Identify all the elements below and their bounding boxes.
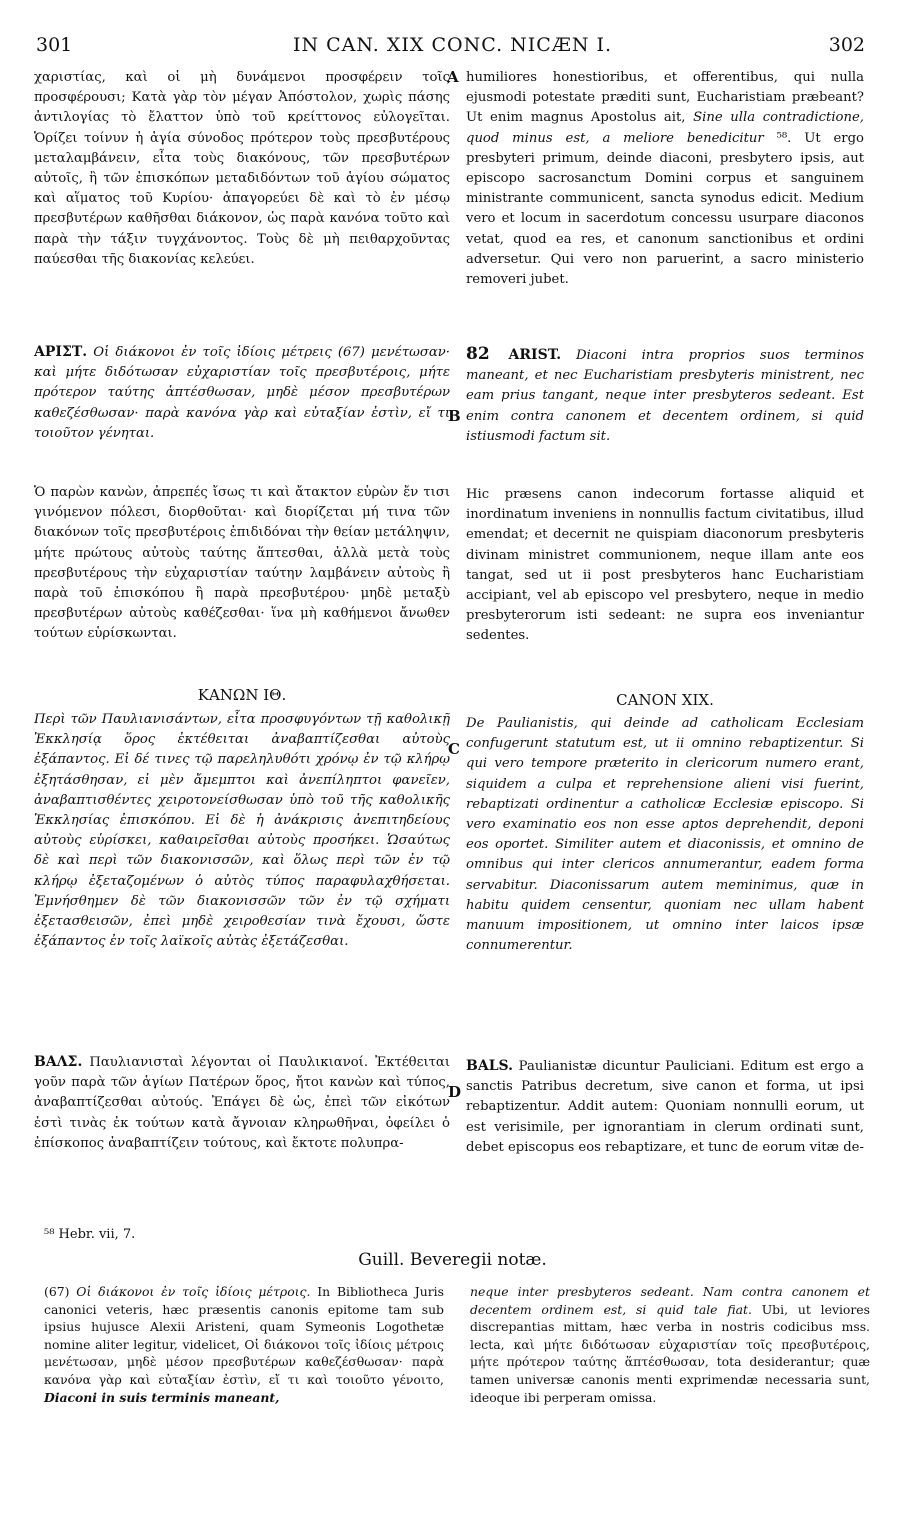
- greek-aristenus-commentary: Ὁ παρὼν κανὼν, ἀπρεπές ἴσως τι καὶ ἄτακτον εὑρὼν ἔν τισι γινόμενον πόλεσι, διορθοῦται· καὶ διορίζεται μή τινα τῶν διακόνων τοῖς πρεσβυτέροις ἐπιδιδόναι τὴν θείαν μετάληψιν, μήτε πρώτους αὐτοὺς ταύτης ἅπτεσθαι, ἀλλὰ μετὰ τοὺς πρεσβυτέρους τὴν εὐχαριστίαν ταύτην λαμβάνειν αὐτοὺς ἢ παρὰ τοῦ ἐπισκόπου ἢ παρὰ πρεσβυτέρου· μηδὲ μεταξὺ πρεσβυτέρων αὐτοὺς καθέζεσθαι· ἵνα μὴ καθήμενοι ἄνωθεν τούτων εὑρίσκωνται.: [34, 485, 450, 642]
- greek-commentary-paragraph: χαριστίας, καὶ οἱ μὴ δυνάμενοι προσφέρειν τοῖς προσφέρουσι; Κατὰ γὰρ τὸν μέγαν Ἀπόστολον, χωρὶς πάσης ἀντιλογίας τὸ ἔλαττον ὑπὸ τοῦ κρείττονος εὐλογεῖται. Ὁρίζει τοίνυν ἡ ἁγία σύνοδος πρότερον τοὺς πρεσβυτέρους μεταλαμβάνειν, εἶτα τοὺς διακόνους, τῶν πρεσβυτέρων αὐτοῖς, ἢ τῶν ἐπισκόπων μεταδιδόντων τοῦ ἁγίου σώματος καὶ αἵματος τοῦ Κυρίου· ἀπαγορεύει δὲ καὶ τὸ ἐν μέσῳ πρεσβυτέρων καθῆσθαι διάκονον, ὡς παρὰ κανόνα τοῦτο καὶ παρὰ τὴν τάξιν τυγχάνοντος. Τοὺς δὲ μὴ πειθαρχοῦντας παύεσθαι τῆς διακονίας κελεύει.: [34, 70, 450, 267]
- latin-aristenus-epitome: [466, 344, 864, 447]
- greek-aristenus-epitome: [34, 342, 450, 444]
- greek-canon-text: Περὶ τῶν Παυλιανισάντων, εἶτα προσφυγόντων τῇ καθολικῇ Ἐκκλησίᾳ ὅρος ἐκτέθειται ἀναβαπτίζεσθαι αὐτοὺς ἐξάπαντος. Εἰ δέ τινες τῷ παρεληλυθότι χρόνῳ ἐν τῷ κλήρῳ ἐξητάσθησαν, εἰ μὲν ἄμεμπτοι καὶ ἀνεπίληπτοι φανεῖεν, ἀναβαπτισθέντες χειροτονείσθωσαν ὑπὸ τοῦ τῆς καθολικῆς Ἐκκλησίας ἐπισκόπου. Εἰ δὲ ἡ ἀνάκρισις ἀνεπιτηδείους αὐτοὺς εὑρίσκει, καθαιρεῖσθαι αὐτοὺς προσήκει. Ὡσαύτως δὲ καὶ περὶ τῶν διακονισσῶν, καὶ ὅλως περὶ τῶν ἐν τῷ κλήρῳ ἐξεταζομένων ὁ αὐτὸς τύπος παραφυλαχθήσεται. Ἐμνήσθημεν δὲ τῶν διακονισσῶν τῶν ἐν τῷ σχήματι ἐξετασθεισῶν, ἐπεὶ μηδὲ χειροθεσίαν τινὰ ἔχουσι, ὥστε ἐξάπαντος ἐν τοῖς λαϊκοῖς αὐτὰς ἐξετάζεσθαι.: [34, 712, 450, 950]
- latin-canon-text: De Paulianistis, qui deinde ad catholicam Ecclesiam confugerunt statutum est, ut ii omnino rebaptizentur. Si qui vero tempore præterito in clericorum numero erant, siquidem a culpa et reprehensione alieni visi fuerint, rebaptizati ordinentur a catholicæ Ecclesiæ episcopo. Si vero examinatio eos non esse aptos deprehendit, deponi eos oportet. Similiter autem et diaconissis, et omnino de omnibus qui inter clericos annumerantur, eadem forma servabitur. Diaconissarum autem meminimus, quæ in habitu quidem censentur, quoniam nec ullam habent manuum impositionem, ut omnino inter laicos ipsæ connumerentur.: [466, 716, 864, 954]
- note-lemma: Οἱ διάκονοι ἐν τοῖς ἰδίοις μέτροις.: [76, 1284, 311, 1299]
- margin-letter-c: C: [448, 740, 460, 758]
- latin-balsamon-text: Paulianistæ dicuntur Pauliciani. Editum est ergo a sanctis Patribus decretum, sive canon et forma, ut ipsi rebaptizentur. Addit autem: Quoniam nonnulli eorum, ut est verisimile, per ignorantiam in clerum ordinati sunt, debet episcopus eos rebaptizare, et tunc de eorum vitæ de-: [466, 1059, 864, 1155]
- greek-balsamon-commentary: [34, 1052, 450, 1154]
- margin-letter-a: A: [447, 68, 459, 86]
- latin-aristenus-text: Diaconi intra proprios suos terminos maneant, et nec Eucharistiam presbyteris ministrent, nec eam prius tangant, neque inter presbyteros sedeant. Est enim contra canonem et decentem ordinem, si quid istiusmodi factum sit.: [466, 348, 864, 444]
- greek-balsamon-label: ΒΑΛΣ.: [34, 1054, 83, 1070]
- margin-letter-d: D: [448, 1083, 462, 1101]
- latin-commentary-part-2: ⁵⁸. Ut ergo presbyteri primum, deinde diaconi, presbytero ipsis, aut episcopo sacrosanctum Domini corpus et sanguinem ministrante communicent, sancta synodus edicit. Medium vero et locum in sacerdotum concessu usurpare diaconos vetat, quod ea res, et canonum sanctionibus et ordini adversetur. Qui vero non paruerint, a sacro ministerio removeri jubet.: [466, 130, 864, 288]
- page-number-left: 301: [36, 34, 73, 56]
- greek-balsamon-text: Παυλιανισταὶ λέγονται οἱ Παυλικιανοί. Ἐκτέθειται γοῦν παρὰ τῶν ἁγίων Πατέρων ὅρος, ἤτοι κανὼν καὶ τύπος, ἀναβαπτίζεσθαι αὐτούς. Ἐπάγει δὲ ὡς, ἐπεὶ τῶν εἰκότων ἐστὶ τινὰς ἐκ τούτων κατὰ ἄγνοιαν κληρωθῆναι, ὀφείλει ὁ ἐπίσκοπος ἀναβαπτίζειν τούτους, καὶ ἔκτοτε πολυπρα-: [34, 1055, 450, 1151]
- greek-aristenus-label: ΑΡΙΣΤ.: [34, 344, 88, 360]
- running-title: IN CAN. XIX CONC. NICÆN I.: [292, 34, 613, 56]
- note-text-left: In Bibliotheca Juris canonici veteris, hæc præsentis canonis epitome tam sub ipsius hujusce Alexii Aristeni, quam Symeonis Logothetæ nomine aliter legitur, videlicet, Οἱ διάκονοι τοῖς ἰδίοις μέτροις μενέτωσαν, μηδὲ μέσον πρεσβυτέρων καθεζέσθωσαν· παρὰ κανόνα γὰρ καὶ εὐταξίαν ἐστὶν, εἴ τι καὶ τοιοῦτο γένοιτο,: [44, 1284, 444, 1387]
- notes-right-column: [470, 1283, 870, 1406]
- page-number-right: 302: [828, 34, 865, 56]
- greek-aristenus-text: Οἱ διάκονοι ἐν τοῖς ἰδίοις μέτρεις (67) μενέτωσαν· καὶ μήτε διδότωσαν εὐχαριστίαν τοῖς πρεσβυτέροις, μήτε πρότερον ταύτης ἁπτέσθωσαν, μηδὲ μέσον πρεσβυτέρων καθεζέσθωσαν· παρὰ κανόνα γὰρ καὶ εὐταξίαν ἐστὶν, εἴ τι τοιοῦτον γένηται.: [34, 345, 450, 441]
- latin-canon-title: CANON XIX.: [616, 691, 714, 709]
- notes-left-column: [44, 1283, 444, 1406]
- note-text-right: Ubi, ut leviores discrepantias mittam, hæc verba in nostris codicibus mss. lecta, καὶ μήτε διδότωσαν εὐχαριστίαν τοῖς πρεσβυτέροις, μήτε πρότερον ταύτης ἅπτέσθωσαν, tota desiderantur; quæ tamen universæ canonis menti exprimendæ necessaria sunt, ideoque ibi perperam omissa.: [470, 1301, 870, 1405]
- footnote: ⁵⁸ Hebr. vii, 7.: [44, 1227, 136, 1242]
- note-number: (67): [44, 1284, 77, 1299]
- latin-commentary-paragraph: [466, 68, 864, 290]
- greek-canon-title: ΚΑΝΩΝ ΙΘ.: [197, 686, 287, 704]
- latin-commentary-quote: Sine ulla contradictione, quod minus est, a meliore benedicitur: [466, 110, 864, 146]
- latin-aristenus-label: ARIST.: [508, 347, 562, 363]
- margin-letter-b: B: [448, 407, 461, 425]
- column-number: 82: [466, 344, 490, 364]
- latin-balsamon-label: BALS.: [466, 1058, 514, 1074]
- latin-balsamon-commentary: [466, 1056, 864, 1158]
- note-latin-quote-cont: neque inter presbyteros sedeant. Nam contra canonem et decentem ordinem est, si quid tale fiat.: [470, 1284, 870, 1317]
- note-latin-quote: Diaconi in suis terminis maneant,: [44, 1389, 280, 1405]
- notes-title: Guill. Beveregii notæ.: [358, 1250, 547, 1270]
- latin-aristenus-commentary: Hic præsens canon indecorum fortasse aliquid et inordinatum inveniens in nonnullis factum civitatibus, illud emendat; et decernit ne quispiam diaconorum presbyteris divinam ministret communionem, neque illam ante eos tangat, sed ut ii post presbyteros hanc Eucharistiam accipiant, vel ab episcopo vel presbytero, neque in medio presbyterorum isti sedeant: ne supra eos inveniantur sedentes.: [466, 487, 864, 644]
- latin-commentary-part-1: humiliores honestioribus, et offerentibus, qui nulla ejusmodi potestate præditi sunt, Eucharistiam præbeant? Ut enim magnus Apostolus ait,: [466, 70, 864, 126]
